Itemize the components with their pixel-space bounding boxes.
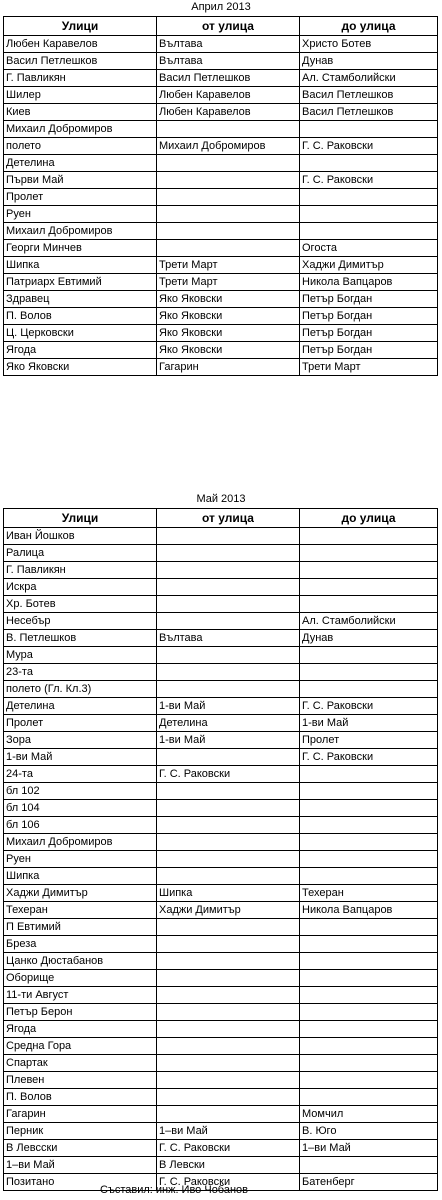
table-row — [4, 885, 438, 902]
col-header-streets: Улици — [4, 17, 157, 36]
to-street-cell — [300, 545, 438, 562]
table-row — [4, 87, 438, 104]
table-row — [4, 834, 438, 851]
street-cell: П. Волов — [4, 308, 157, 325]
table-row — [4, 936, 438, 953]
street-cell: полето (Гл. Кл.3) — [4, 681, 157, 698]
table-row — [4, 274, 438, 291]
street-cell: Цанко Дюстабанов — [4, 953, 157, 970]
street-cell: 11-ти Август — [4, 987, 157, 1004]
april-header-row — [4, 17, 438, 36]
to-street-cell — [300, 783, 438, 800]
table-row — [4, 987, 438, 1004]
street-cell: Спартак — [4, 1055, 157, 1072]
table-row — [4, 189, 438, 206]
from-street-cell: Вълтава — [157, 36, 300, 53]
april-schedule-table — [3, 16, 438, 376]
street-cell: Пролет — [4, 715, 157, 732]
from-street-cell: В Левски — [157, 1157, 300, 1174]
from-street-cell — [157, 1004, 300, 1021]
table-row — [4, 715, 438, 732]
table-row — [4, 36, 438, 53]
street-cell: Иван Йошков — [4, 528, 157, 545]
to-street-cell — [300, 1004, 438, 1021]
to-street-cell — [300, 834, 438, 851]
from-street-cell: Трети Март — [157, 257, 300, 274]
to-street-cell — [300, 1055, 438, 1072]
table-row — [4, 257, 438, 274]
table-row — [4, 851, 438, 868]
street-cell: Киев — [4, 104, 157, 121]
street-cell: 1-ви Май — [4, 749, 157, 766]
street-cell: Хаджи Димитър — [4, 885, 157, 902]
table-row — [4, 528, 438, 545]
street-cell: Оборище — [4, 970, 157, 987]
table-row — [4, 70, 438, 87]
table-row — [4, 1021, 438, 1038]
table-row — [4, 630, 438, 647]
to-street-cell: Огоста — [300, 240, 438, 257]
col-header-from-street: от улица — [157, 509, 300, 528]
from-street-cell — [157, 783, 300, 800]
table-row — [4, 308, 438, 325]
table-row — [4, 749, 438, 766]
from-street-cell: Любен Каравелов — [157, 87, 300, 104]
to-street-cell — [300, 562, 438, 579]
to-street-cell: Г. С. Раковски — [300, 749, 438, 766]
to-street-cell — [300, 919, 438, 936]
from-street-cell — [157, 240, 300, 257]
to-street-cell: Техеран — [300, 885, 438, 902]
table-row — [4, 206, 438, 223]
compiled-by-footer: Съставил: инж. Иво Чобанов — [100, 1184, 249, 1196]
to-street-cell — [300, 800, 438, 817]
to-street-cell: Васил Петлешков — [300, 104, 438, 121]
to-street-cell: Ал. Стамболийски — [300, 613, 438, 630]
street-cell: Шипка — [4, 257, 157, 274]
to-street-cell — [300, 851, 438, 868]
table-row — [4, 240, 438, 257]
table-row — [4, 766, 438, 783]
street-cell: Бреза — [4, 936, 157, 953]
to-street-cell — [300, 596, 438, 613]
from-street-cell — [157, 936, 300, 953]
from-street-cell — [157, 868, 300, 885]
table-row — [4, 155, 438, 172]
from-street-cell: Любен Каравелов — [157, 104, 300, 121]
street-cell: 23-та — [4, 664, 157, 681]
table-row — [4, 223, 438, 240]
to-street-cell — [300, 681, 438, 698]
from-street-cell — [157, 528, 300, 545]
street-cell: 24-та — [4, 766, 157, 783]
street-cell: Патриарх Евтимий — [4, 274, 157, 291]
from-street-cell: Хаджи Димитър — [157, 902, 300, 919]
table-row — [4, 1004, 438, 1021]
to-street-cell: Дунав — [300, 630, 438, 647]
street-cell: Гагарин — [4, 1106, 157, 1123]
may-title: Май 2013 — [196, 493, 246, 505]
table-row — [4, 868, 438, 885]
from-street-cell — [157, 647, 300, 664]
to-street-cell: 1–ви Май — [300, 1140, 438, 1157]
to-street-cell: Хаджи Димитър — [300, 257, 438, 274]
from-street-cell — [157, 596, 300, 613]
table-row — [4, 104, 438, 121]
to-street-cell — [300, 953, 438, 970]
street-cell: Шилер — [4, 87, 157, 104]
street-cell: Петър Берон — [4, 1004, 157, 1021]
from-street-cell: Вълтава — [157, 630, 300, 647]
table-row — [4, 342, 438, 359]
street-cell: бл 106 — [4, 817, 157, 834]
street-cell: бл 102 — [4, 783, 157, 800]
from-street-cell — [157, 1106, 300, 1123]
from-street-cell: Шипка — [157, 885, 300, 902]
from-street-cell: Гагарин — [157, 359, 300, 376]
street-cell: Перник — [4, 1123, 157, 1140]
table-row — [4, 562, 438, 579]
street-cell: Ягода — [4, 1021, 157, 1038]
table-row — [4, 953, 438, 970]
from-street-cell: Михаил Добромиров — [157, 138, 300, 155]
from-street-cell: Г. С. Раковски — [157, 766, 300, 783]
table-row — [4, 53, 438, 70]
to-street-cell — [300, 1021, 438, 1038]
to-street-cell — [300, 206, 438, 223]
from-street-cell — [157, 1038, 300, 1055]
to-street-cell — [300, 970, 438, 987]
street-cell: В Левсски — [4, 1140, 157, 1157]
street-cell: Яко Яковски — [4, 359, 157, 376]
street-cell: Шипка — [4, 868, 157, 885]
table-row — [4, 579, 438, 596]
to-street-cell: Г. С. Раковски — [300, 138, 438, 155]
street-cell: Васил Петлешков — [4, 53, 157, 70]
to-street-cell: Петър Богдан — [300, 308, 438, 325]
table-row — [4, 1106, 438, 1123]
street-cell: Михаил Добромиров — [4, 121, 157, 138]
street-cell: Ралица — [4, 545, 157, 562]
from-street-cell — [157, 970, 300, 987]
table-row — [4, 698, 438, 715]
street-cell: Детелина — [4, 155, 157, 172]
table-row — [4, 1038, 438, 1055]
from-street-cell — [157, 1089, 300, 1106]
from-street-cell: Г. С. Раковски — [157, 1174, 300, 1191]
from-street-cell: Васил Петлешков — [157, 70, 300, 87]
street-cell: Михаил Добромиров — [4, 834, 157, 851]
street-cell: Първи Май — [4, 172, 157, 189]
table-row — [4, 1157, 438, 1174]
from-street-cell — [157, 987, 300, 1004]
street-cell: Плевен — [4, 1072, 157, 1089]
street-cell: Ц. Церковски — [4, 325, 157, 342]
street-cell: Г. Павликян — [4, 562, 157, 579]
street-cell: Несебър — [4, 613, 157, 630]
from-street-cell: Яко Яковски — [157, 308, 300, 325]
street-cell: Ягода — [4, 342, 157, 359]
from-street-cell — [157, 664, 300, 681]
to-street-cell — [300, 223, 438, 240]
from-street-cell: Детелина — [157, 715, 300, 732]
street-cell: полето — [4, 138, 157, 155]
table-row — [4, 1123, 438, 1140]
table-row — [4, 596, 438, 613]
to-street-cell: Петър Богдан — [300, 325, 438, 342]
table-row — [4, 1055, 438, 1072]
table-row — [4, 325, 438, 342]
from-street-cell: Г. С. Раковски — [157, 1140, 300, 1157]
table-row — [4, 613, 438, 630]
from-street-cell: Трети Март — [157, 274, 300, 291]
table-row — [4, 291, 438, 308]
table-row — [4, 121, 438, 138]
may-header-row — [4, 509, 438, 528]
street-cell: Мура — [4, 647, 157, 664]
from-street-cell — [157, 189, 300, 206]
from-street-cell: Яко Яковски — [157, 342, 300, 359]
to-street-cell: Ал. Стамболийски — [300, 70, 438, 87]
from-street-cell — [157, 834, 300, 851]
to-street-cell: Васил Петлешков — [300, 87, 438, 104]
to-street-cell — [300, 647, 438, 664]
to-street-cell: Никола Вапцаров — [300, 902, 438, 919]
street-cell: Георги Минчев — [4, 240, 157, 257]
table-row — [4, 172, 438, 189]
from-street-cell: Вълтава — [157, 53, 300, 70]
to-street-cell: Дунав — [300, 53, 438, 70]
from-street-cell: 1-ви Май — [157, 698, 300, 715]
table-row — [4, 783, 438, 800]
street-cell: 1–ви Май — [4, 1157, 157, 1174]
to-street-cell — [300, 936, 438, 953]
street-cell: Руен — [4, 851, 157, 868]
from-street-cell — [157, 613, 300, 630]
to-street-cell — [300, 528, 438, 545]
to-street-cell: Г. С. Раковски — [300, 698, 438, 715]
from-street-cell — [157, 1072, 300, 1089]
to-street-cell — [300, 579, 438, 596]
table-row — [4, 359, 438, 376]
from-street-cell: Яко Яковски — [157, 325, 300, 342]
street-cell: Здравец — [4, 291, 157, 308]
to-street-cell — [300, 664, 438, 681]
to-street-cell: Батенберг — [300, 1174, 438, 1191]
table-row — [4, 138, 438, 155]
to-street-cell — [300, 1038, 438, 1055]
from-street-cell — [157, 545, 300, 562]
from-street-cell — [157, 919, 300, 936]
to-street-cell — [300, 155, 438, 172]
table-row — [4, 970, 438, 987]
street-cell: Пролет — [4, 189, 157, 206]
to-street-cell — [300, 1072, 438, 1089]
to-street-cell: Петър Богдан — [300, 291, 438, 308]
street-cell: Детелина — [4, 698, 157, 715]
from-street-cell — [157, 953, 300, 970]
table-row — [4, 681, 438, 698]
april-title: Април 2013 — [191, 1, 251, 13]
street-cell: Зора — [4, 732, 157, 749]
to-street-cell — [300, 987, 438, 1004]
street-cell: П Евтимий — [4, 919, 157, 936]
table-row — [4, 1072, 438, 1089]
from-street-cell — [157, 206, 300, 223]
table-row — [4, 1089, 438, 1106]
to-street-cell: Момчил — [300, 1106, 438, 1123]
from-street-cell — [157, 172, 300, 189]
from-street-cell: 1-ви Май — [157, 732, 300, 749]
from-street-cell — [157, 851, 300, 868]
table-row — [4, 545, 438, 562]
col-header-to-street: до улица — [300, 17, 438, 36]
street-cell: Техеран — [4, 902, 157, 919]
street-cell: Г. Павликян — [4, 70, 157, 87]
from-street-cell — [157, 681, 300, 698]
from-street-cell — [157, 1055, 300, 1072]
street-cell: Искра — [4, 579, 157, 596]
to-street-cell: Никола Вапцаров — [300, 274, 438, 291]
table-row — [4, 919, 438, 936]
from-street-cell — [157, 121, 300, 138]
to-street-cell — [300, 121, 438, 138]
table-row — [4, 664, 438, 681]
to-street-cell — [300, 817, 438, 834]
from-street-cell — [157, 155, 300, 172]
table-row — [4, 902, 438, 919]
street-cell: бл 104 — [4, 800, 157, 817]
table-row — [4, 647, 438, 664]
to-street-cell: Христо Ботев — [300, 36, 438, 53]
to-street-cell — [300, 766, 438, 783]
to-street-cell — [300, 1089, 438, 1106]
from-street-cell — [157, 749, 300, 766]
to-street-cell — [300, 1157, 438, 1174]
to-street-cell — [300, 189, 438, 206]
table-row — [4, 732, 438, 749]
to-street-cell — [300, 868, 438, 885]
col-header-streets: Улици — [4, 509, 157, 528]
street-cell: Михаил Добромиров — [4, 223, 157, 240]
to-street-cell: В. Юго — [300, 1123, 438, 1140]
from-street-cell — [157, 817, 300, 834]
to-street-cell: Трети Март — [300, 359, 438, 376]
street-cell: В. Петлешков — [4, 630, 157, 647]
street-cell: Средна Гора — [4, 1038, 157, 1055]
table-row — [4, 817, 438, 834]
street-cell: Любен Каравелов — [4, 36, 157, 53]
street-cell: Хр. Ботев — [4, 596, 157, 613]
street-cell: Руен — [4, 206, 157, 223]
from-street-cell: 1–ви Май — [157, 1123, 300, 1140]
street-cell: Позитано — [4, 1174, 157, 1191]
to-street-cell: Петър Богдан — [300, 342, 438, 359]
col-header-to-street: до улица — [300, 509, 438, 528]
from-street-cell — [157, 562, 300, 579]
table-row — [4, 800, 438, 817]
from-street-cell — [157, 800, 300, 817]
to-street-cell: 1-ви Май — [300, 715, 438, 732]
from-street-cell — [157, 223, 300, 240]
col-header-from-street: от улица — [157, 17, 300, 36]
from-street-cell — [157, 1021, 300, 1038]
to-street-cell: Пролет — [300, 732, 438, 749]
from-street-cell — [157, 579, 300, 596]
may-schedule-table — [3, 508, 438, 1191]
from-street-cell: Яко Яковски — [157, 291, 300, 308]
street-cell: П. Волов — [4, 1089, 157, 1106]
table-row — [4, 1140, 438, 1157]
to-street-cell: Г. С. Раковски — [300, 172, 438, 189]
